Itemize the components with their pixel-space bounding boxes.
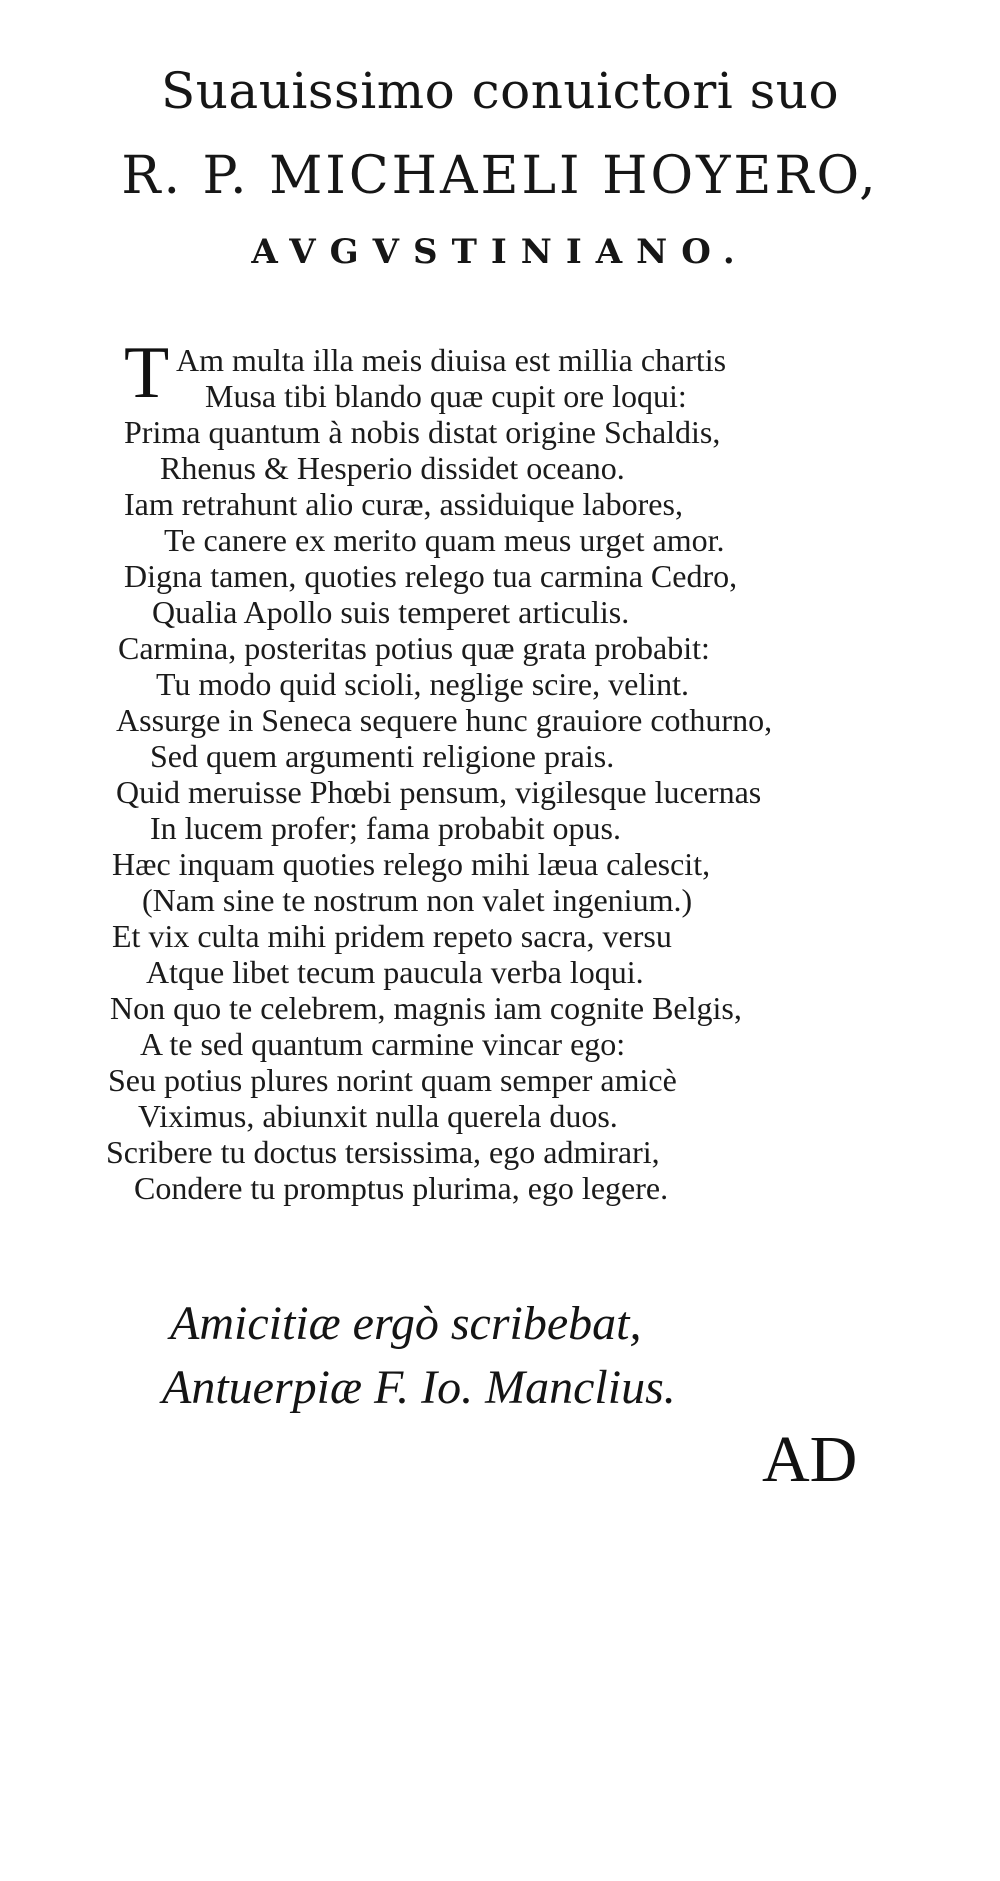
poem-line: Digna tamen, quoties relego tua carmina Cedro, xyxy=(124,558,738,594)
dedication-order: AVGVSTINIANO. xyxy=(251,232,749,272)
poem-line: Assurge in Seneca sequere hunc grauiore cothurno, xyxy=(116,702,773,738)
poem-line: Carmina, posteritas potius quæ grata probabit: xyxy=(118,630,710,666)
poem-line: Am multa illa meis diuisa est millia chartis xyxy=(176,342,727,378)
poem-line: Qualia Apollo suis temperet articulis. xyxy=(152,594,630,630)
signature-line-2: Antuerpiæ F. Io. Manclius. xyxy=(162,1361,676,1414)
poem-line: Sed quem argumenti religione prais. xyxy=(150,738,615,774)
poem-line: Condere tu promptus plurima, ego legere. xyxy=(134,1170,669,1206)
poem-line: Viximus, abiunxit nulla querela duos. xyxy=(138,1098,618,1134)
poem-line: Iam retrahunt alio curæ, assiduique labores, xyxy=(124,486,683,522)
poem-line: In lucem profer; fama probabit opus. xyxy=(150,810,621,846)
poem-line: A te sed quantum carmine vincar ego: xyxy=(140,1026,626,1062)
poem-line: Prima quantum à nobis distat origine Schaldis, xyxy=(124,414,721,450)
poem-line: Tu modo quid scioli, neglige scire, velint. xyxy=(156,666,689,702)
poem-line: Te canere ex merito quam meus urget amor. xyxy=(164,522,725,558)
poem-line: Quid meruisse Phœbi pensum, vigilesque lucernas xyxy=(116,774,762,810)
poem-line: Atque libet tecum paucula verba loqui. xyxy=(146,954,644,990)
poem-line: Seu potius plures norint quam semper amicè xyxy=(108,1062,677,1098)
poem-line: Scribere tu doctus tersissima, ego admirari, xyxy=(106,1134,660,1170)
poem-line: Non quo te celebrem, magnis iam cognite Belgis, xyxy=(110,990,742,1026)
poem-line: Rhenus & Hesperio dissidet oceano. xyxy=(160,450,625,486)
poem-line: Musa tibi blando quæ cupit ore loqui: xyxy=(205,378,687,414)
poem-line: Et vix culta mihi pridem repeto sacra, versu xyxy=(112,918,672,954)
dedication-recipient: R. P. MICHAELI HOYERO, xyxy=(121,146,879,206)
signature-line-1: Amicitiæ ergò scribebat, xyxy=(170,1297,642,1350)
catchword: AD xyxy=(762,1423,858,1496)
drop-capital: T xyxy=(124,332,170,414)
poem-line: (Nam sine te nostrum non valet ingenium.) xyxy=(142,882,693,918)
poem-line: Hæc inquam quoties relego mihi læua calescit, xyxy=(112,846,711,882)
dedication-line-1: Suauissimo conuictori suo xyxy=(160,62,840,120)
